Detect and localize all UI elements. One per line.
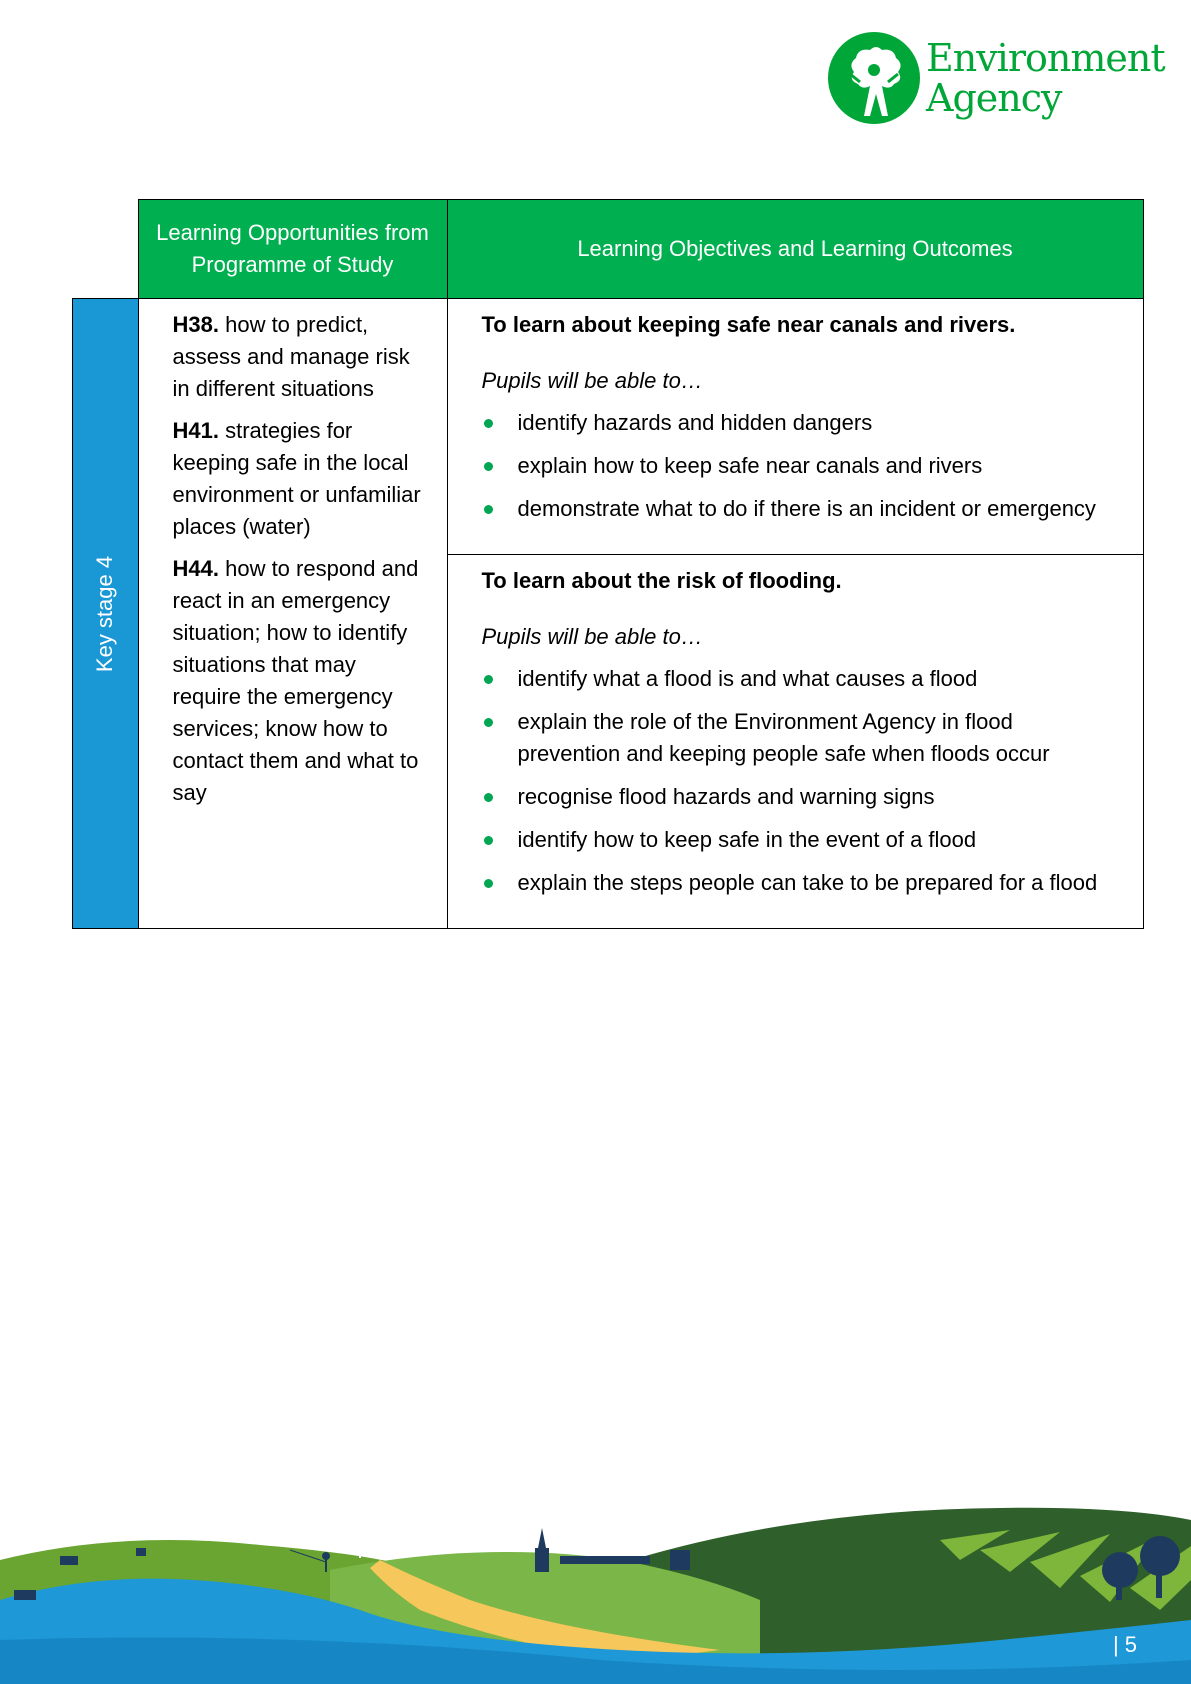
- opportunity-item: [173, 415, 427, 543]
- opportunity-code: H41.: [172, 418, 219, 443]
- key-stage-label: Key stage 4: [92, 555, 118, 672]
- landscape-illustration: [0, 1490, 1191, 1684]
- opportunity-code: H38.: [172, 312, 219, 337]
- outcome-item: explain the steps people can take to be prepared for a flood: [482, 867, 1113, 899]
- objective-title: To learn about keeping safe near canals and rivers.: [481, 312, 1016, 337]
- page-number: | 5: [1112, 1632, 1137, 1657]
- outcome-item: explain how to keep safe near canals and rivers: [482, 450, 1113, 482]
- opportunity-item: [173, 309, 427, 405]
- tree-person-icon: [826, 30, 922, 126]
- outcome-item: explain the role of the Environment Agency in flood prevention and keeping people safe when floods occur: [482, 706, 1113, 770]
- objective-cell-canals: [447, 299, 1143, 555]
- outcome-item: identify how to keep safe in the event of a flood: [482, 824, 1113, 856]
- opportunity-code: H44.: [172, 556, 219, 581]
- outcome-list: [482, 663, 1113, 899]
- outcome-item: identify hazards and hidden dangers: [482, 407, 1113, 439]
- opportunity-text: strategies for keeping safe in the local environment or unfamiliar places (water): [172, 418, 421, 539]
- opportunity-item: [173, 553, 427, 809]
- logo-text-line2: Agency: [926, 76, 1062, 120]
- outcome-item: identify what a flood is and what causes a flood: [482, 663, 1113, 695]
- header-learning-opportunities: Learning Opportunities from Programme of Study: [138, 200, 447, 299]
- objective-cell-flooding: [447, 555, 1143, 929]
- opportunity-text: how to predict, assess and manage risk in different situations: [172, 312, 410, 401]
- learning-table: [72, 199, 1144, 929]
- key-stage-side-cell: [73, 299, 139, 929]
- objective-lead: Pupils will be able to…: [481, 368, 703, 393]
- outcome-item: recognise flood hazards and warning signs: [482, 781, 1113, 813]
- objective-title: To learn about the risk of flooding.: [481, 568, 842, 593]
- environment-agency-logo: [826, 30, 1166, 130]
- outcome-item: demonstrate what to do if there is an incident or emergency: [482, 493, 1113, 525]
- logo-text-line1: Environment: [926, 36, 1165, 80]
- objective-lead: Pupils will be able to…: [481, 624, 703, 649]
- opportunity-text: how to respond and react in an emergency situation; how to identify situations that may require the emergency services; know how to contact them and what to say: [172, 556, 419, 805]
- opportunities-cell: [138, 299, 447, 929]
- header-learning-objectives: Learning Objectives and Learning Outcomes: [447, 200, 1143, 299]
- fence-icon: [356, 1545, 410, 1558]
- blank-corner-cell: [73, 200, 139, 299]
- outcome-list: [482, 407, 1113, 525]
